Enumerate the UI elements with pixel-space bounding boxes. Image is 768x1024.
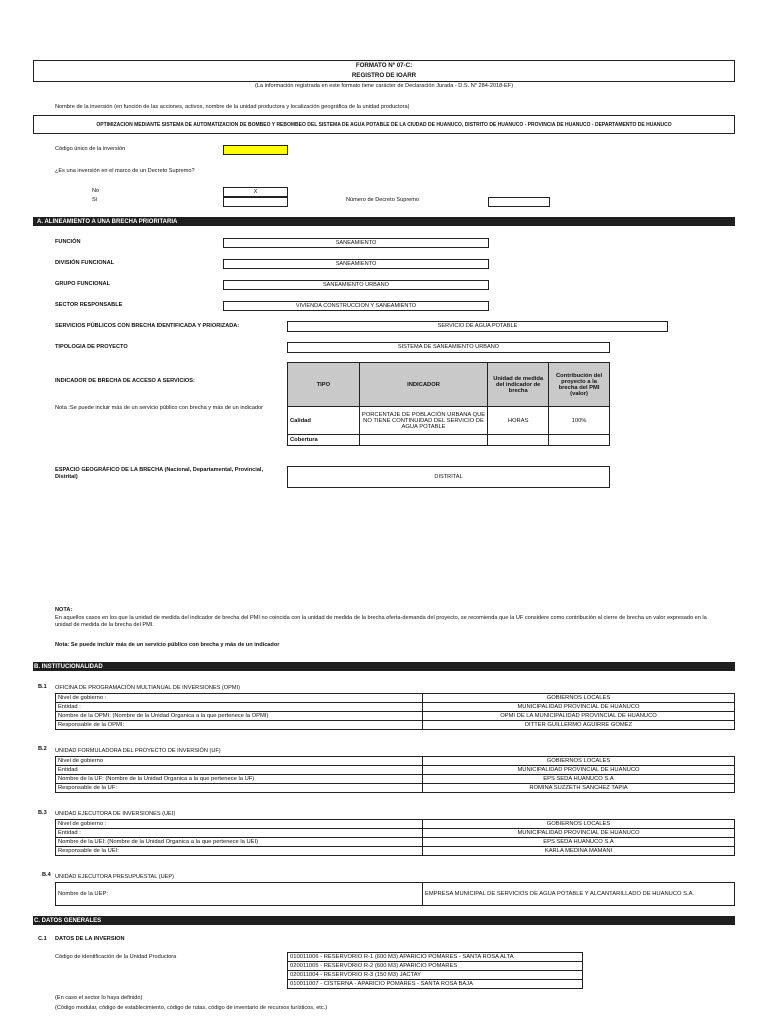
- table-row: [56, 694, 735, 703]
- form-title: FORMATO Nº 07-C:: [355, 62, 413, 69]
- row-value[interactable]: ROMINA SUZZETH SANCHEZ TAPIA: [423, 784, 735, 793]
- no-label: No: [92, 188, 100, 194]
- table-row: [56, 847, 735, 856]
- b1-title: OFICINA DE PROGRAMACIÓN MULTIANUAL DE INVERSIONES (OPMI): [55, 685, 240, 691]
- table-row: [56, 775, 735, 784]
- table-row: [288, 962, 583, 971]
- table-row: [56, 829, 735, 838]
- row-value[interactable]: GOBIERNOS LOCALES: [423, 694, 735, 703]
- uei-table: [55, 819, 735, 856]
- row-label: Nombre de la UF: (Nombre de la Unidad Organica a la que pertenece la UF): [56, 775, 423, 784]
- row-label: Nivel de gobierno: [56, 757, 423, 766]
- row-label: Nombre de la UEP:: [56, 883, 423, 906]
- si-label: Sí: [92, 197, 98, 203]
- cell-indicador[interactable]: [359, 435, 488, 446]
- b3-number: B.3: [38, 810, 47, 816]
- row-value[interactable]: GOBIERNOS LOCALES: [423, 757, 735, 766]
- table-row: [56, 757, 735, 766]
- sector-field[interactable]: VIVIENDA CONSTRUCCION Y SANEAMIENTO: [223, 301, 489, 311]
- numero-decreto-label: Número de Decreto Supremo: [346, 197, 420, 203]
- nota-text: En aquellos casos en los que la unidad de medida del indicador de brecha del PMI no coincida con la unidad de medida de la brecha oferta-demanda del proyecto, se recomienda que la UF considere como contribución al cierre de brecha un valor expresado en la unidad de medida de la brecha del PMI.: [55, 615, 707, 628]
- row-value[interactable]: EMPRESA MUNICIPAL DE SERVICIOS DE AGUA POTABLE Y ALCANTARILLADO DE HUANUCO S.A.: [423, 883, 735, 906]
- row-label: Nivel de gobierno :: [56, 820, 423, 829]
- row-label: Nivel de gobierno :: [56, 694, 423, 703]
- si-checkbox[interactable]: [223, 197, 288, 207]
- table-row: [288, 971, 583, 980]
- c1-title: DATOS DE LA INVERSION: [55, 936, 125, 942]
- servicios-field[interactable]: SERVICIO DE AGUA POTABLE: [287, 321, 668, 332]
- cell-indicador[interactable]: PORCENTAJE DE POBLACIÓN URBANA QUE NO TIENE CONTINUIDAD DEL SERVICIO DE AGUA POTABLE: [359, 407, 488, 435]
- row-value[interactable]: KARLA MEDINA MAMANI: [423, 847, 735, 856]
- grupo-field[interactable]: SANEAMIENTO URBANO: [223, 280, 489, 290]
- cell-tipo: Calidad: [288, 407, 360, 435]
- nombre-inversion-field[interactable]: OPTIMIZACION MEDIANTE SISTEMA DE AUTOMATIZACION DE BOMBEO Y REBOMBEO DEL SISTEMA DE AGUA POTABLE DE LA CIUDAD DE HUANUCO, DISTRITO DE HUANUCO - PROVINCIA DE HUANUCO - DEPARTAMENTO DE HUANUCO: [33, 115, 735, 134]
- uep-table: [55, 882, 735, 906]
- grupo-label: GRUPO FUNCIONAL: [55, 281, 111, 287]
- opmi-table: [55, 693, 735, 730]
- table-row: [288, 980, 583, 989]
- section-b-header: [33, 662, 735, 671]
- decreto-question: ¿Es una inversión en el marco de un Decreto Supremo?: [55, 168, 195, 174]
- row-value[interactable]: EPS SEDA HUANUCO S.A: [423, 838, 735, 847]
- table-row: [56, 712, 735, 721]
- b2-title: UNIDAD FORMULADORA DEL PROYECTO DE INVERSIÓN (UF): [55, 748, 221, 754]
- tipologia-field[interactable]: SISTEMA DE SANEAMIENTO URBANO: [287, 342, 610, 353]
- table-row: [56, 883, 735, 906]
- table-row: [56, 820, 735, 829]
- row-value[interactable]: DITTER GUILLERMO AGUIRRE GOMEZ: [423, 721, 735, 730]
- espacio-label: ESPACIO GEOGRÁFICO DE LA BRECHA (Nacional, Departamental, Provincial, Distrital): [55, 467, 264, 480]
- section-c-header: [33, 916, 735, 925]
- nota2: Nota: Se puede incluir más de un servicio público con brecha y más de un indicador: [55, 642, 280, 648]
- sector-note: (En caso el sector lo haya definido): [55, 995, 143, 1001]
- cell-unidad[interactable]: [488, 435, 549, 446]
- row-label: Entidad: [56, 766, 423, 775]
- b1-number: B.1: [38, 684, 47, 690]
- row-label: Responsable de la OPMI:: [56, 721, 423, 730]
- row-label: Responsable de la UF:: [56, 784, 423, 793]
- b4-title: UNIDAD EJECUTORA PRESUPUESTAL (UEP): [55, 874, 174, 880]
- indicador-table: [287, 362, 610, 446]
- table-row: [288, 407, 610, 435]
- numero-decreto-field[interactable]: [488, 197, 550, 207]
- header-box: [33, 60, 735, 82]
- codigo-unico-field[interactable]: [223, 145, 288, 155]
- table-row: [56, 784, 735, 793]
- row-value[interactable]: EPS SEDA HUANUCO S.A: [423, 775, 735, 784]
- uf-table: [55, 756, 735, 793]
- section-a-title: A. ALINEAMIENTO A UNA BRECHA PRIORITARIA: [37, 218, 178, 225]
- codigo-note: (Código modular, código de establecimiento, código de rutas, código de inventario de recursos turísticos, etc.): [55, 1005, 328, 1011]
- row-value[interactable]: OPMI DE LA MUNICIPALIDAD PROVINCIAL DE HUANUCO: [423, 712, 735, 721]
- row-label: Nombre de la UEI: (Nombre de la Unidad Organica a la que pertenece la UEI): [56, 838, 423, 847]
- row-label: Responsable de la UEI:: [56, 847, 423, 856]
- funcion-field[interactable]: SANEAMIENTO: [223, 238, 489, 248]
- section-c-title: C. DATOS GENERALES: [34, 917, 102, 924]
- cell-contribucion[interactable]: 100%: [549, 407, 610, 435]
- code-cell[interactable]: 020011005 - RESERVORIO R-2 (600 M3) APARICIO POMARES: [288, 962, 583, 971]
- table-row: [288, 953, 583, 962]
- espacio-field[interactable]: DISTRITAL: [287, 466, 610, 488]
- table-row: [56, 721, 735, 730]
- th-unidad: Unidad de medida del indicador de brecha: [488, 363, 549, 407]
- cell-unidad[interactable]: HORAS: [488, 407, 549, 435]
- table-row: [56, 766, 735, 775]
- code-cell[interactable]: 010011007 - CISTERNA - APARICIO POMARES - SANTA ROSA BAJA: [288, 980, 583, 989]
- row-value[interactable]: MUNICIPALIDAD PROVINCIAL DE HUANUCO: [423, 829, 735, 838]
- form-subtitle: REGISTRO DE IOARR: [351, 72, 417, 79]
- tipologia-label: TIPOLOGIA DE PROYECTO: [55, 344, 128, 350]
- table-row: [288, 435, 610, 446]
- declaration-note: (La información registrada en este formato tiene carácter de Declaración Jurada - D.S. N° 284-2018-EF): [254, 83, 514, 89]
- th-contribucion: Contribución del proyecto a la brecha del PMI (valor): [549, 363, 610, 407]
- b4-number: B.4: [42, 872, 51, 878]
- row-value[interactable]: MUNICIPALIDAD PROVINCIAL DE HUANUCO: [423, 766, 735, 775]
- row-value[interactable]: GOBIERNOS LOCALES: [423, 820, 735, 829]
- code-cell[interactable]: 020011004 - RESERVORIO R-3 (150 M3) JACTAY: [288, 971, 583, 980]
- section-a-header: [33, 217, 735, 226]
- nota-title: NOTA:: [55, 607, 73, 613]
- row-label: Nombre de la OPMI: (Nombre de la Unidad Organica a la que pertenece la OPMI): [56, 712, 423, 721]
- codigo-up-label: Código de identificación de la Unidad Productora: [55, 954, 177, 960]
- b3-title: UNIDAD EJECUTORA DE INVERSIONES (UEI): [55, 811, 176, 817]
- section-b-title: B. INSTITUCIONALIDAD: [34, 663, 103, 670]
- no-checkbox[interactable]: X: [223, 187, 288, 197]
- row-label: Entidad :: [56, 703, 423, 712]
- nota-servicio-label: Nota :Se puede incluir más de un servicio público con brecha y más de un indicador: [55, 405, 264, 411]
- sector-label: SECTOR RESPONSABLE: [55, 302, 123, 308]
- codigo-unico-label: Código único de la inversión: [55, 146, 126, 152]
- code-cell[interactable]: 010011006 - RESERVORIO R-1 (600 M3) APARICIO POMARES - SANTA ROSA ALTA: [288, 953, 583, 962]
- th-indicador: INDICADOR: [359, 363, 488, 407]
- division-label: DIVISIÓN FUNCIONAL: [55, 260, 115, 266]
- indicador-label: INDICADOR DE BRECHA DE ACCESO A SERVICIOS:: [55, 378, 195, 384]
- funcion-label: FUNCIÓN: [55, 239, 81, 245]
- row-label: Entidad :: [56, 829, 423, 838]
- c1-number: C.1: [38, 936, 47, 942]
- nombre-inversion-label: Nombre de la inversión (en función de las acciones, activos, nombre de la unidad productora y localización geográfica de la unidad productora): [55, 104, 410, 110]
- table-row: [56, 703, 735, 712]
- servicios-label: SERVICIOS PÚBLICOS CON BRECHA IDENTIFICADA Y PRIORIZADA:: [55, 323, 240, 329]
- codigo-up-table: [287, 952, 583, 989]
- division-field[interactable]: SANEAMIENTO: [223, 259, 489, 269]
- table-row: [56, 838, 735, 847]
- row-value[interactable]: MUNICIPALIDAD PROVINCIAL DE HUANUCO: [423, 703, 735, 712]
- th-tipo: TIPO: [288, 363, 360, 407]
- cell-tipo: Cobertura: [288, 435, 360, 446]
- b2-number: B.2: [38, 746, 47, 752]
- cell-contribucion[interactable]: [549, 435, 610, 446]
